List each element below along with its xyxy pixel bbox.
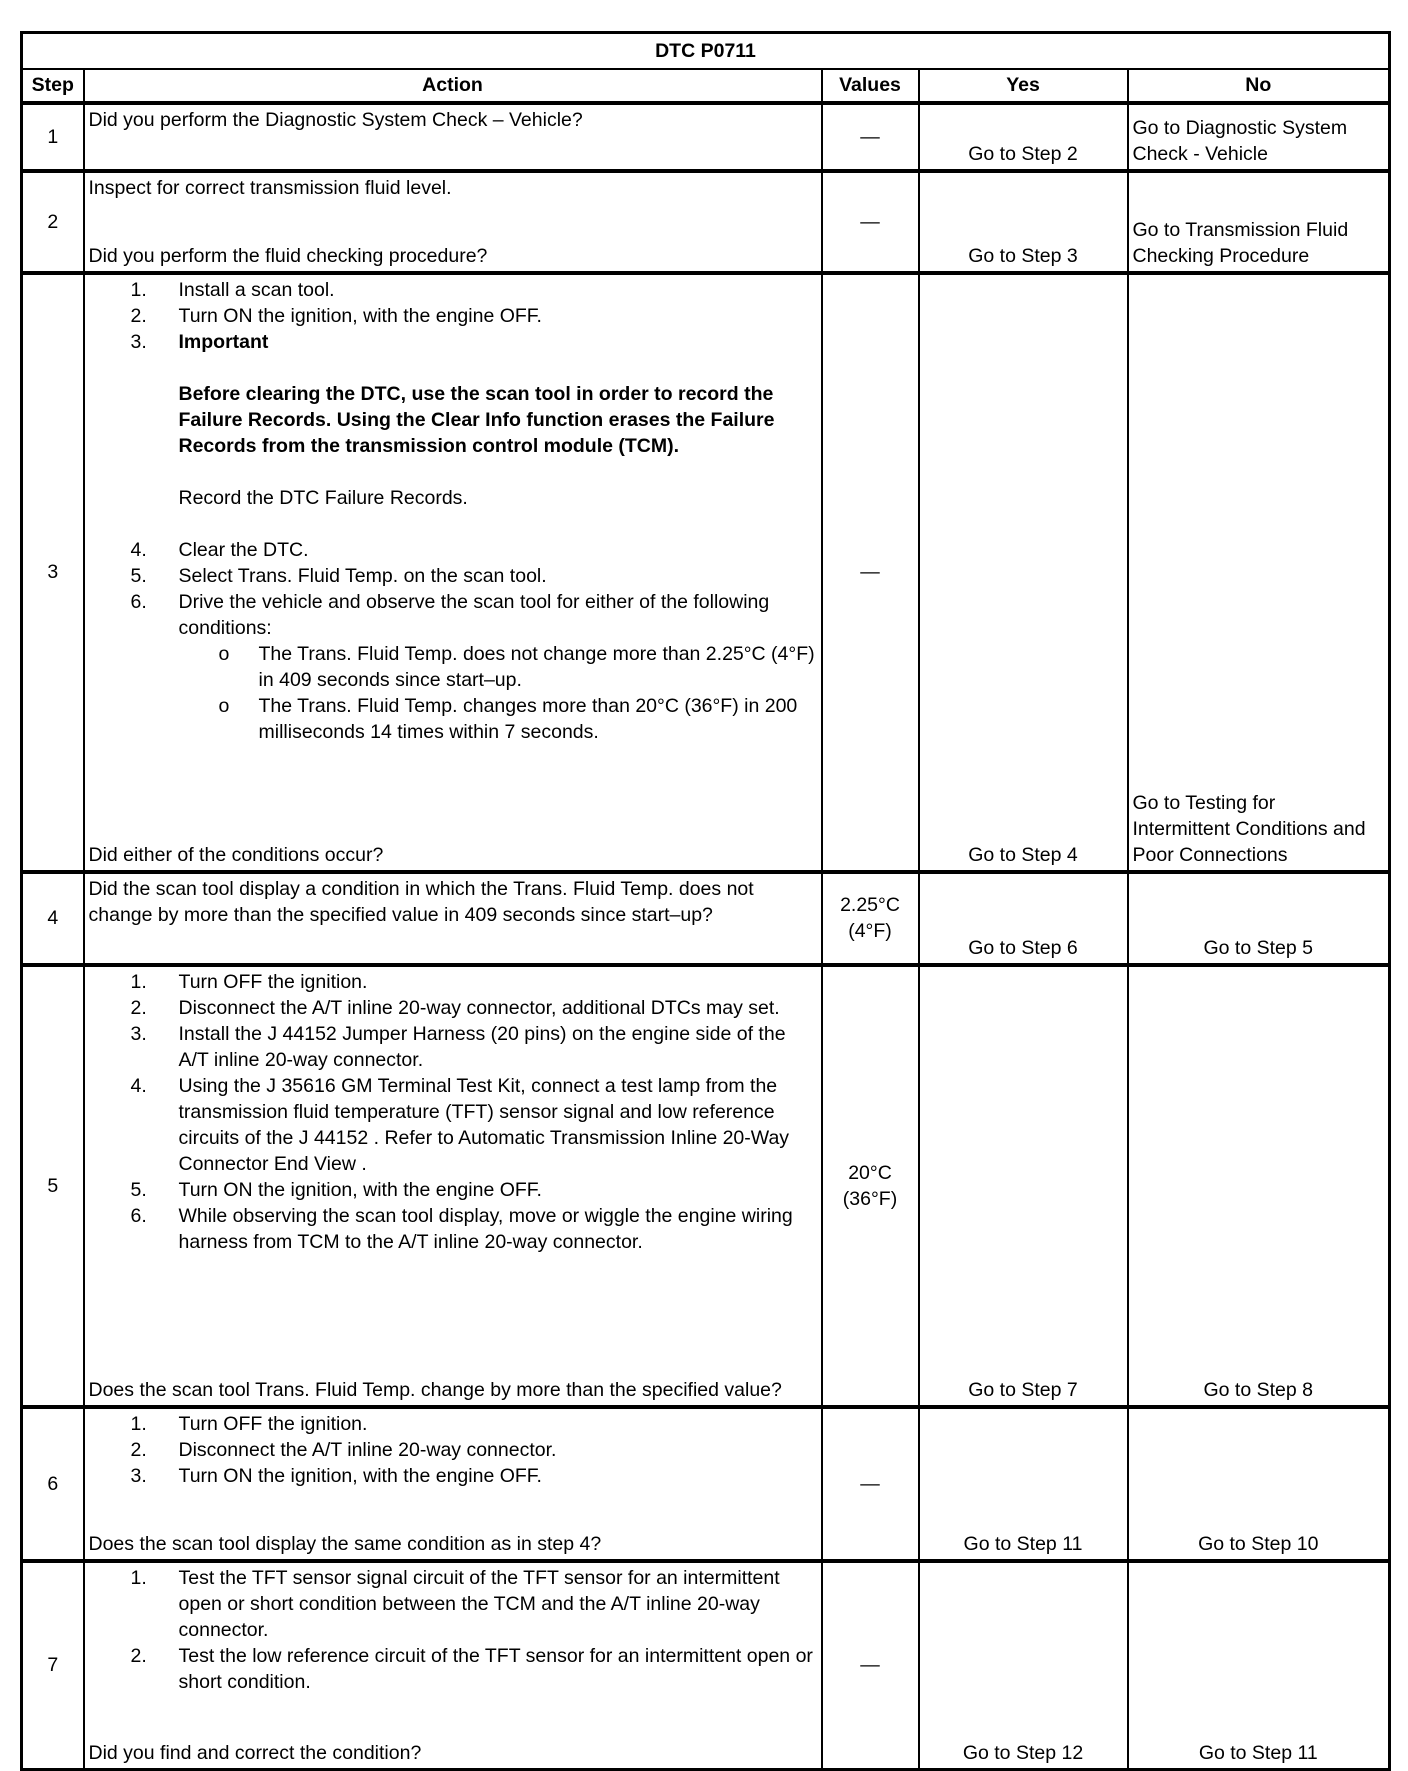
no-action-link[interactable]: Go to Step 10 [1128, 1407, 1390, 1561]
yes-action-link[interactable]: Go to Step 6 [919, 872, 1128, 965]
action-cell [84, 103, 822, 171]
step-list-item [89, 1411, 817, 1437]
action-cell [84, 1407, 822, 1561]
action-top [89, 876, 817, 928]
value-text: — [860, 1654, 880, 1676]
no-action-link[interactable]: Go to Step 11 [1128, 1561, 1390, 1770]
step-list-item [89, 995, 817, 1021]
action-top [89, 1411, 817, 1489]
item-text: Turn ON the ignition, with the engine OFF. [178, 1464, 542, 1487]
table-row [22, 1407, 1390, 1561]
item-number: 5. [130, 564, 147, 587]
item-text: While observing the scan tool display, move or wiggle the engine wiring harness from TCM to the A/T inline 20-way connector. [178, 1204, 793, 1253]
header-values: Values [822, 69, 919, 103]
no-action-link[interactable]: Go to Diagnostic System Check - Vehicle [1128, 103, 1390, 171]
step-list [89, 969, 817, 1255]
action-content [89, 107, 817, 167]
step-list-item [89, 1021, 817, 1073]
item-text: Install the J 44152 Jumper Harness (20 pins) on the engine side of the A/T inline 20-way connector. [178, 1022, 786, 1071]
item-text: Test the TFT sensor signal circuit of the TFT sensor for an intermittent open or short condition between the TCM and the A/T inline 20-way connector. [178, 1566, 780, 1641]
spacer [179, 459, 817, 485]
item-number: 1. [130, 970, 147, 993]
sub-item-text: The Trans. Fluid Temp. changes more than 20°C (36°F) in 200 milliseconds 14 times within 7 seconds. [258, 694, 798, 743]
step-number: 3 [22, 273, 84, 872]
table-title: DTC P0711 [22, 33, 1390, 69]
table-row [22, 872, 1390, 965]
action-content [89, 175, 817, 269]
action-text: Inspect for correct transmission fluid level. [88, 176, 452, 199]
item-number: 3. [130, 330, 147, 353]
header-action: Action [84, 69, 822, 103]
no-action-link[interactable]: Go to Step 5 [1128, 872, 1390, 965]
step-list-item [89, 969, 817, 995]
step-list-item [89, 329, 817, 537]
item-number: 3. [130, 1464, 147, 1487]
item-text: Turn ON the ignition, with the engine OFF. [178, 1178, 542, 1201]
value-cell [822, 103, 919, 171]
item-text: Test the low reference circuit of the TFT sensor for an intermittent open or short condition. [178, 1644, 813, 1693]
spacer [179, 355, 817, 381]
action-cell [84, 965, 822, 1407]
item-text: Important [178, 330, 269, 353]
item-number: 6. [130, 590, 147, 613]
spacer [179, 511, 817, 537]
action-top [89, 277, 817, 745]
value-cell [822, 171, 919, 273]
value-cell [822, 872, 919, 965]
no-action-link[interactable]: Go to Testing for Intermittent Conditions and Poor Connections [1128, 273, 1390, 872]
table-row [22, 1561, 1390, 1770]
yes-action-link[interactable]: Go to Step 4 [919, 273, 1128, 872]
action-question: Does the scan tool display the same condition as in step 4? [88, 1532, 602, 1555]
action-content [89, 876, 817, 961]
item-number: 1. [130, 1412, 147, 1435]
yes-action-link[interactable]: Go to Step 12 [919, 1561, 1128, 1770]
table-row [22, 273, 1390, 872]
item-text: Disconnect the A/T inline 20-way connector. [178, 1438, 557, 1461]
item-text: Install a scan tool. [178, 278, 335, 301]
step-number: 5 [22, 965, 84, 1407]
action-content [89, 1565, 817, 1766]
action-question: Did you perform the fluid checking procedure? [88, 244, 488, 267]
value-text: 20°C (36°F) [842, 1161, 898, 1210]
value-cell [822, 273, 919, 872]
item-text: Turn OFF the ignition. [178, 970, 368, 993]
value-text: 2.25°C (4°F) [840, 894, 900, 942]
step-list [89, 1565, 817, 1695]
sub-list [179, 641, 817, 745]
value-cell [822, 965, 919, 1407]
action-content [89, 277, 817, 868]
action-question: Did either of the conditions occur? [88, 843, 384, 866]
header-step: Step [22, 69, 84, 103]
item-text: Turn ON the ignition, with the engine OFF. [178, 304, 542, 327]
bullet-icon: o [218, 642, 230, 665]
item-after-text: Record the DTC Failure Records. [178, 486, 468, 509]
action-cell [84, 273, 822, 872]
item-text: Using the J 35616 GM Terminal Test Kit, connect a test lamp from the transmission fluid temperature (TFT) sensor signal and low reference circuits of the J 44152 . Refer to Automatic Transmission Inline 20-Way Connector End View . [178, 1074, 790, 1175]
value-cell [822, 1407, 919, 1561]
item-number: 2. [130, 1644, 147, 1667]
item-number: 5. [130, 1178, 147, 1201]
action-question: Did you find and correct the condition? [88, 1741, 422, 1764]
action-content [89, 969, 817, 1403]
item-text: Select Trans. Fluid Temp. on the scan tool. [178, 564, 547, 587]
value-text: — [860, 1472, 880, 1495]
action-text: Did the scan tool display a condition in which the Trans. Fluid Temp. does not change by more than the specified value in 409 seconds since start–up? [88, 877, 754, 926]
action-question: Does the scan tool Trans. Fluid Temp. change by more than the specified value? [88, 1378, 782, 1401]
step-list-item [89, 1565, 817, 1643]
step-number: 2 [22, 171, 84, 273]
step-list [89, 1411, 817, 1489]
action-text: Did you perform the Diagnostic System Check – Vehicle? [88, 108, 583, 131]
dtc-table [20, 31, 1391, 1771]
value-cell [822, 1561, 919, 1770]
item-number: 4. [130, 538, 147, 561]
step-number: 7 [22, 1561, 84, 1770]
table-row [22, 965, 1390, 1407]
header-no: No [1128, 69, 1390, 103]
item-text: Disconnect the A/T inline 20-way connector, additional DTCs may set. [178, 996, 780, 1019]
item-number: 1. [130, 1566, 147, 1589]
action-cell [84, 1561, 822, 1770]
value-text: — [860, 210, 880, 233]
item-number: 2. [130, 1438, 147, 1461]
value-text: — [860, 561, 880, 583]
action-cell [84, 171, 822, 273]
step-list-item [89, 1463, 817, 1489]
item-number: 2. [130, 996, 147, 1019]
no-action-link[interactable]: Go to Step 8 [1128, 965, 1390, 1407]
item-number: 6. [130, 1204, 147, 1227]
yes-action-link[interactable]: Go to Step 3 [919, 171, 1128, 273]
step-list-item [89, 1073, 817, 1177]
item-number: 4. [130, 1074, 147, 1097]
header-yes: Yes [919, 69, 1128, 103]
no-action-link[interactable]: Go to Transmission Fluid Checking Procedure [1128, 171, 1390, 273]
step-list-item [89, 1643, 817, 1695]
sub-item-text: The Trans. Fluid Temp. does not change more than 2.25°C (4°F) in 409 seconds since start–up. [258, 642, 815, 691]
step-list-item [89, 563, 817, 589]
step-list [89, 277, 817, 745]
value-text: — [860, 125, 880, 148]
item-text: Turn OFF the ignition. [178, 1412, 368, 1435]
item-number: 2. [130, 304, 147, 327]
item-text: Clear the DTC. [178, 538, 309, 561]
item-text: Drive the vehicle and observe the scan tool for either of the following conditions: [178, 590, 770, 639]
bullet-icon: o [218, 694, 230, 717]
action-top [89, 1565, 817, 1695]
sub-list-item [179, 641, 817, 693]
yes-action-link[interactable]: Go to Step 11 [919, 1407, 1128, 1561]
yes-action-link[interactable]: Go to Step 7 [919, 965, 1128, 1407]
step-number: 1 [22, 103, 84, 171]
yes-action-link[interactable]: Go to Step 2 [919, 103, 1128, 171]
action-content [89, 1411, 817, 1557]
item-number: 1. [130, 278, 147, 301]
table-row [22, 171, 1390, 273]
item-number: 3. [130, 1022, 147, 1045]
step-list-item [89, 277, 817, 303]
action-top [89, 107, 817, 133]
step-list-item [89, 1177, 817, 1203]
step-list-item [89, 589, 817, 745]
step-number: 6 [22, 1407, 84, 1561]
step-number: 4 [22, 872, 84, 965]
action-cell [84, 872, 822, 965]
action-top [89, 175, 817, 201]
sub-list-item [179, 693, 817, 745]
step-list-item [89, 1203, 817, 1255]
table-body [22, 103, 1390, 1770]
step-list-item [89, 1437, 817, 1463]
step-list-item [89, 303, 817, 329]
table-row [22, 103, 1390, 171]
step-list-item [89, 537, 817, 563]
important-note: Before clearing the DTC, use the scan tool in order to record the Failure Records. Using the Clear Info function erases the Failure Records from the transmission control module (TCM). [178, 382, 775, 457]
action-top [89, 969, 817, 1255]
